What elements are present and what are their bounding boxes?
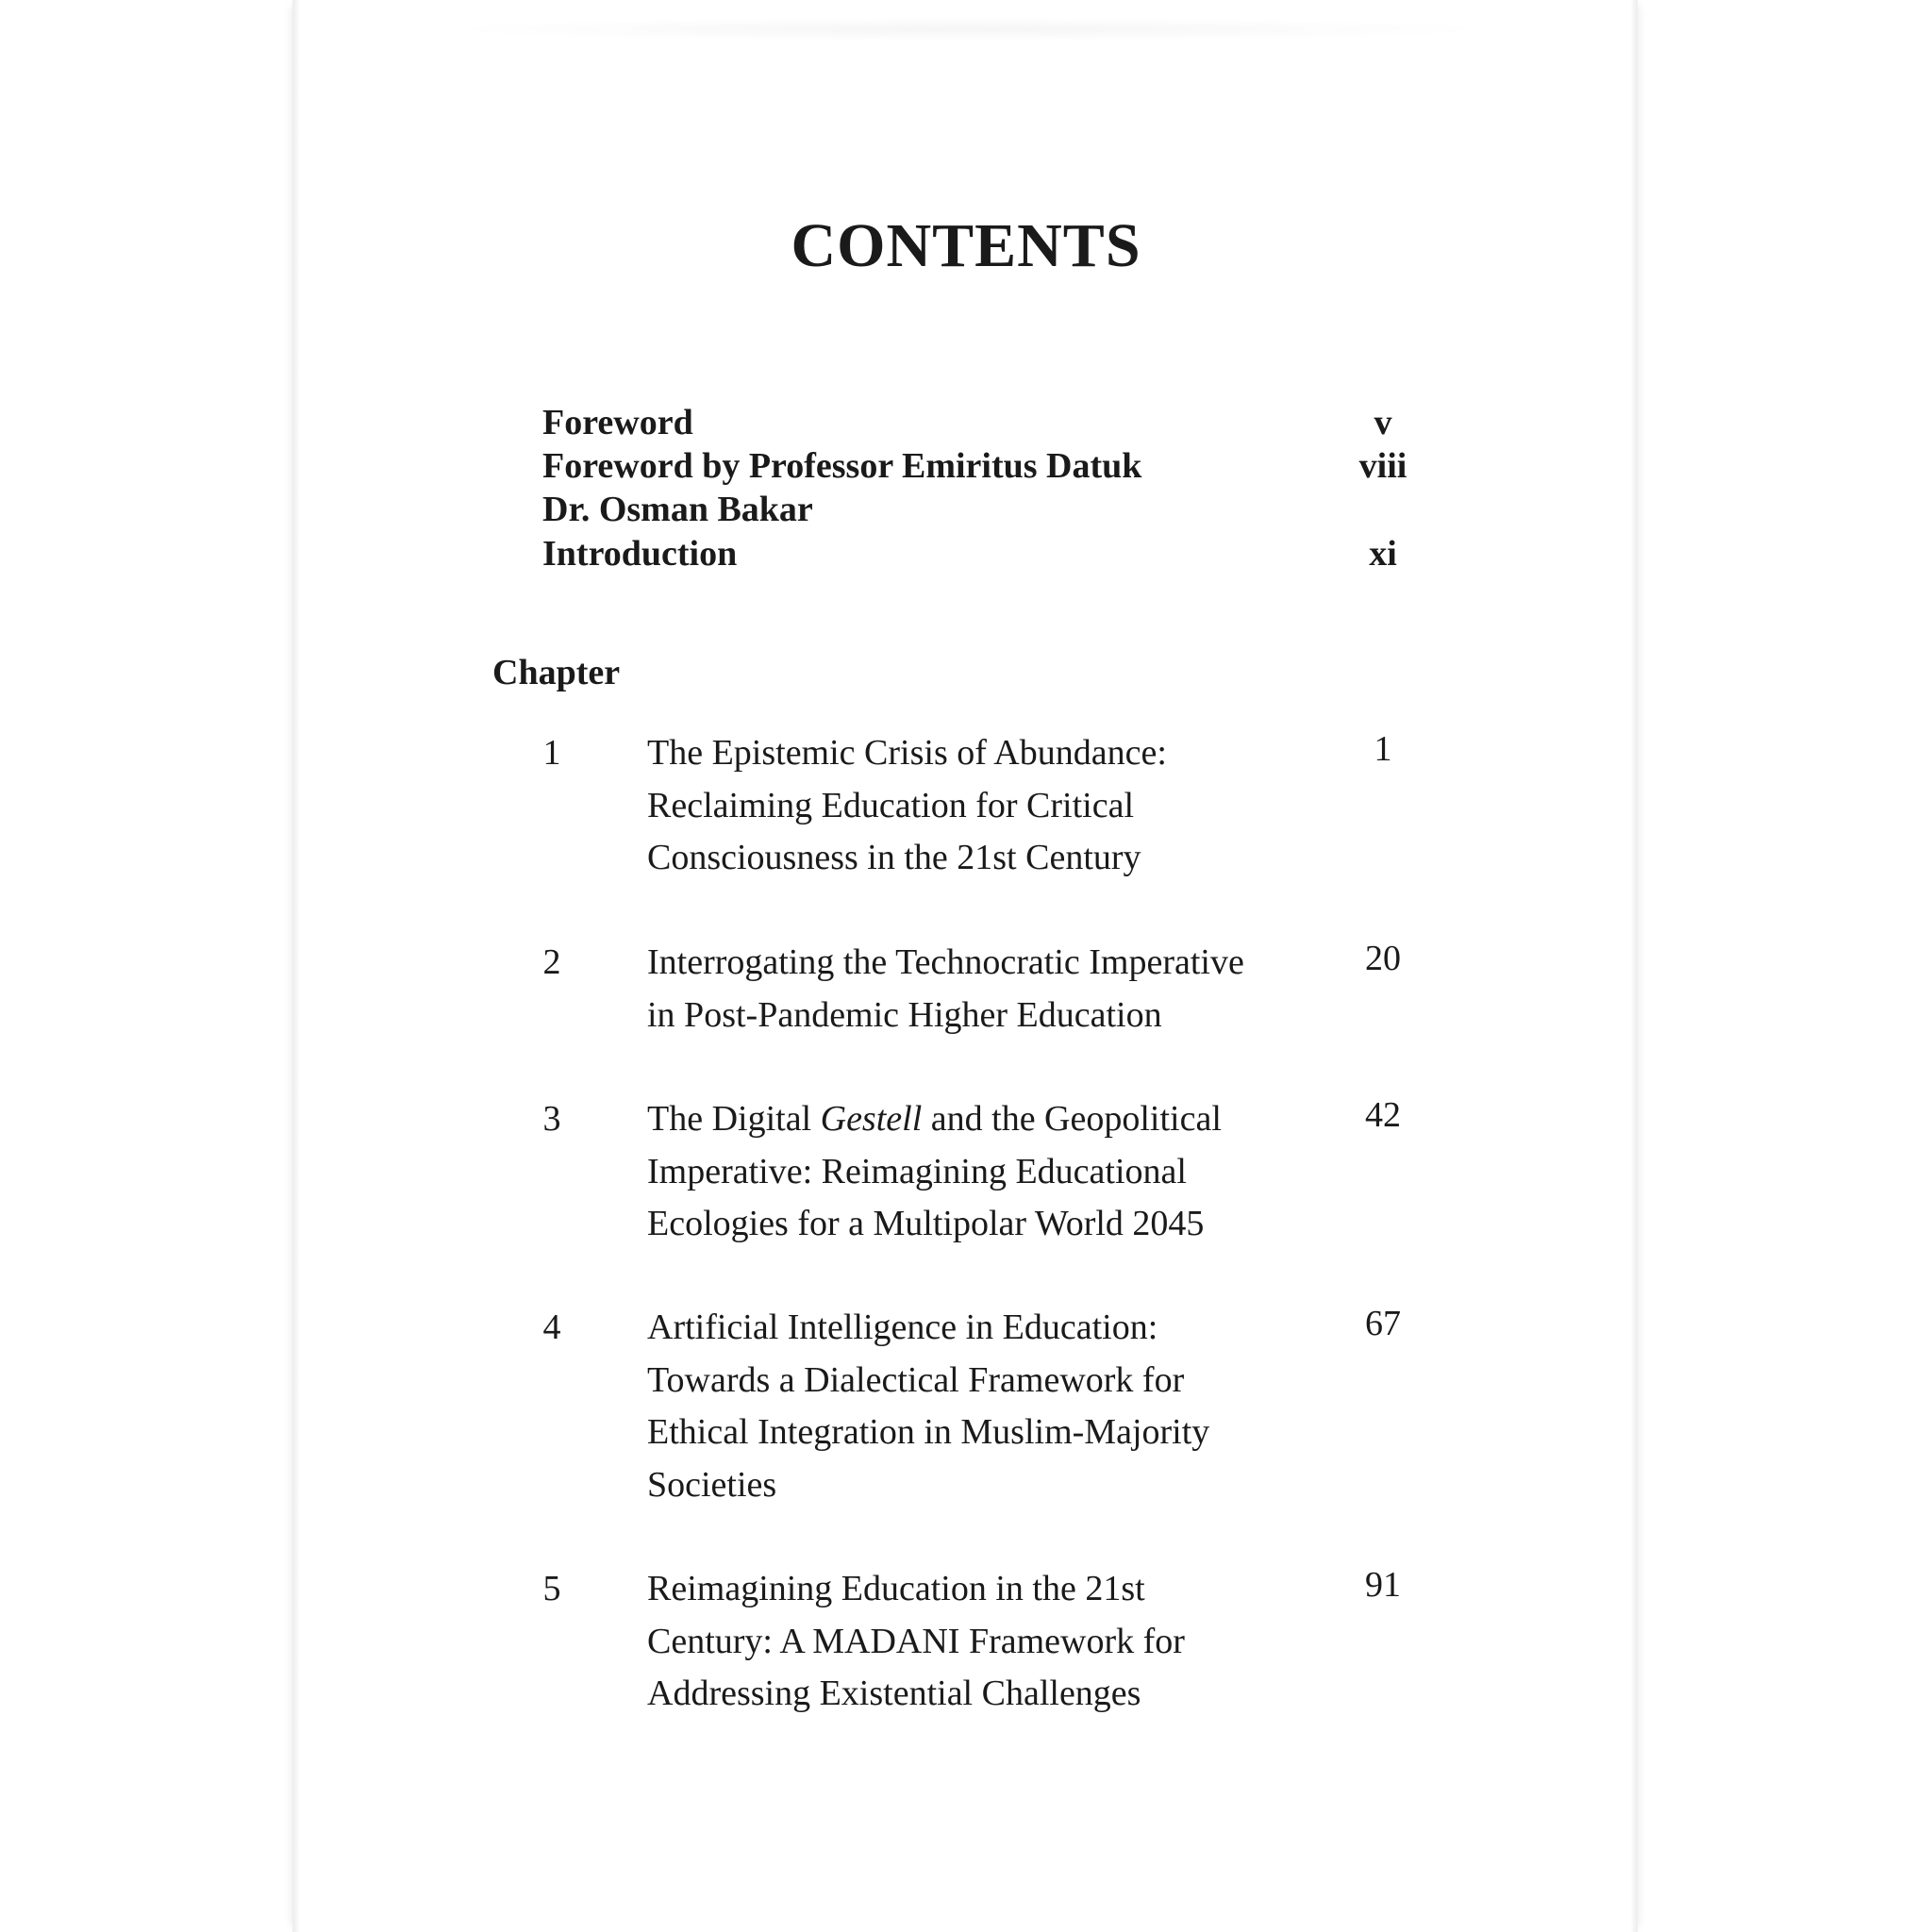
front-matter-introduction-page: xi (1369, 534, 1397, 574)
page-edge-left (292, 0, 300, 1932)
chapter-title-line: Ethical Integration in Muslim-Majority (647, 1412, 1210, 1452)
chapter-title-line: Societies (647, 1464, 777, 1505)
chapter-title-line (647, 1093, 1307, 1146)
chapter-title-line: Reimagining Education in the 21st (647, 1569, 1145, 1608)
chapter-page-number: 42 (1365, 1095, 1401, 1135)
chapter-title-line: Towards a Dialectical Framework for (647, 1359, 1185, 1400)
chapter-page-number: 20 (1365, 939, 1401, 978)
chapter-title (647, 727, 1307, 885)
chapter-page-number: 1 (1374, 729, 1392, 769)
chapter-title (647, 937, 1307, 1041)
chapter-number: 4 (542, 1307, 561, 1347)
chapter-page-number: 67 (1365, 1304, 1401, 1343)
chapter-title-line: Reclaiming Education for Critical (647, 785, 1135, 825)
chapter-title-line: Artificial Intelligence in Education: (647, 1307, 1158, 1347)
chapter-title-segment: and the Geopolitical (922, 1099, 1222, 1139)
chapter-number: 5 (542, 1569, 561, 1608)
chapter-number: 1 (542, 733, 561, 773)
chapter-page-number: 91 (1365, 1565, 1401, 1605)
front-matter-foreword: Foreword (542, 403, 693, 442)
front-matter-introduction: Introduction (542, 534, 738, 574)
front-matter-foreword-by: Foreword by Professor Emiritus Datuk (542, 446, 1142, 486)
chapter-title (647, 1302, 1307, 1511)
chapter-title-segment: The Digital (647, 1099, 821, 1139)
chapter-heading: Chapter (492, 653, 621, 692)
page-edge-right (1630, 0, 1638, 1932)
chapter-title-line: Imperative: Reimagining Educational (647, 1151, 1187, 1191)
chapter-title-italic-term: Gestell (820, 1099, 923, 1139)
page-title: CONTENTS (791, 211, 1141, 280)
chapter-number: 3 (542, 1099, 561, 1139)
chapter-title-line: Addressing Existential Challenges (647, 1674, 1141, 1713)
chapter-title-line: Interrogating the Technocratic Imperative (647, 942, 1244, 982)
front-matter-foreword-by-cont: Dr. Osman Bakar (542, 490, 813, 529)
chapter-title (647, 1093, 1307, 1251)
chapter-number: 2 (542, 942, 561, 982)
chapter-title-line: Century: A MADANI Framework for (647, 1621, 1185, 1661)
chapter-title-line: Consciousness in the 21st Century (647, 838, 1141, 877)
chapter-title-line: Ecologies for a Multipolar World 2045 (647, 1204, 1205, 1243)
front-matter-foreword-by-page: viii (1358, 446, 1407, 486)
chapter-title-line: in Post-Pandemic Higher Education (647, 994, 1162, 1035)
chapter-title (647, 1563, 1307, 1721)
chapter-title-line: The Epistemic Crisis of Abundance: (647, 733, 1167, 773)
front-matter-foreword-page: v (1374, 403, 1392, 442)
page-top-shadow (434, 17, 1500, 42)
